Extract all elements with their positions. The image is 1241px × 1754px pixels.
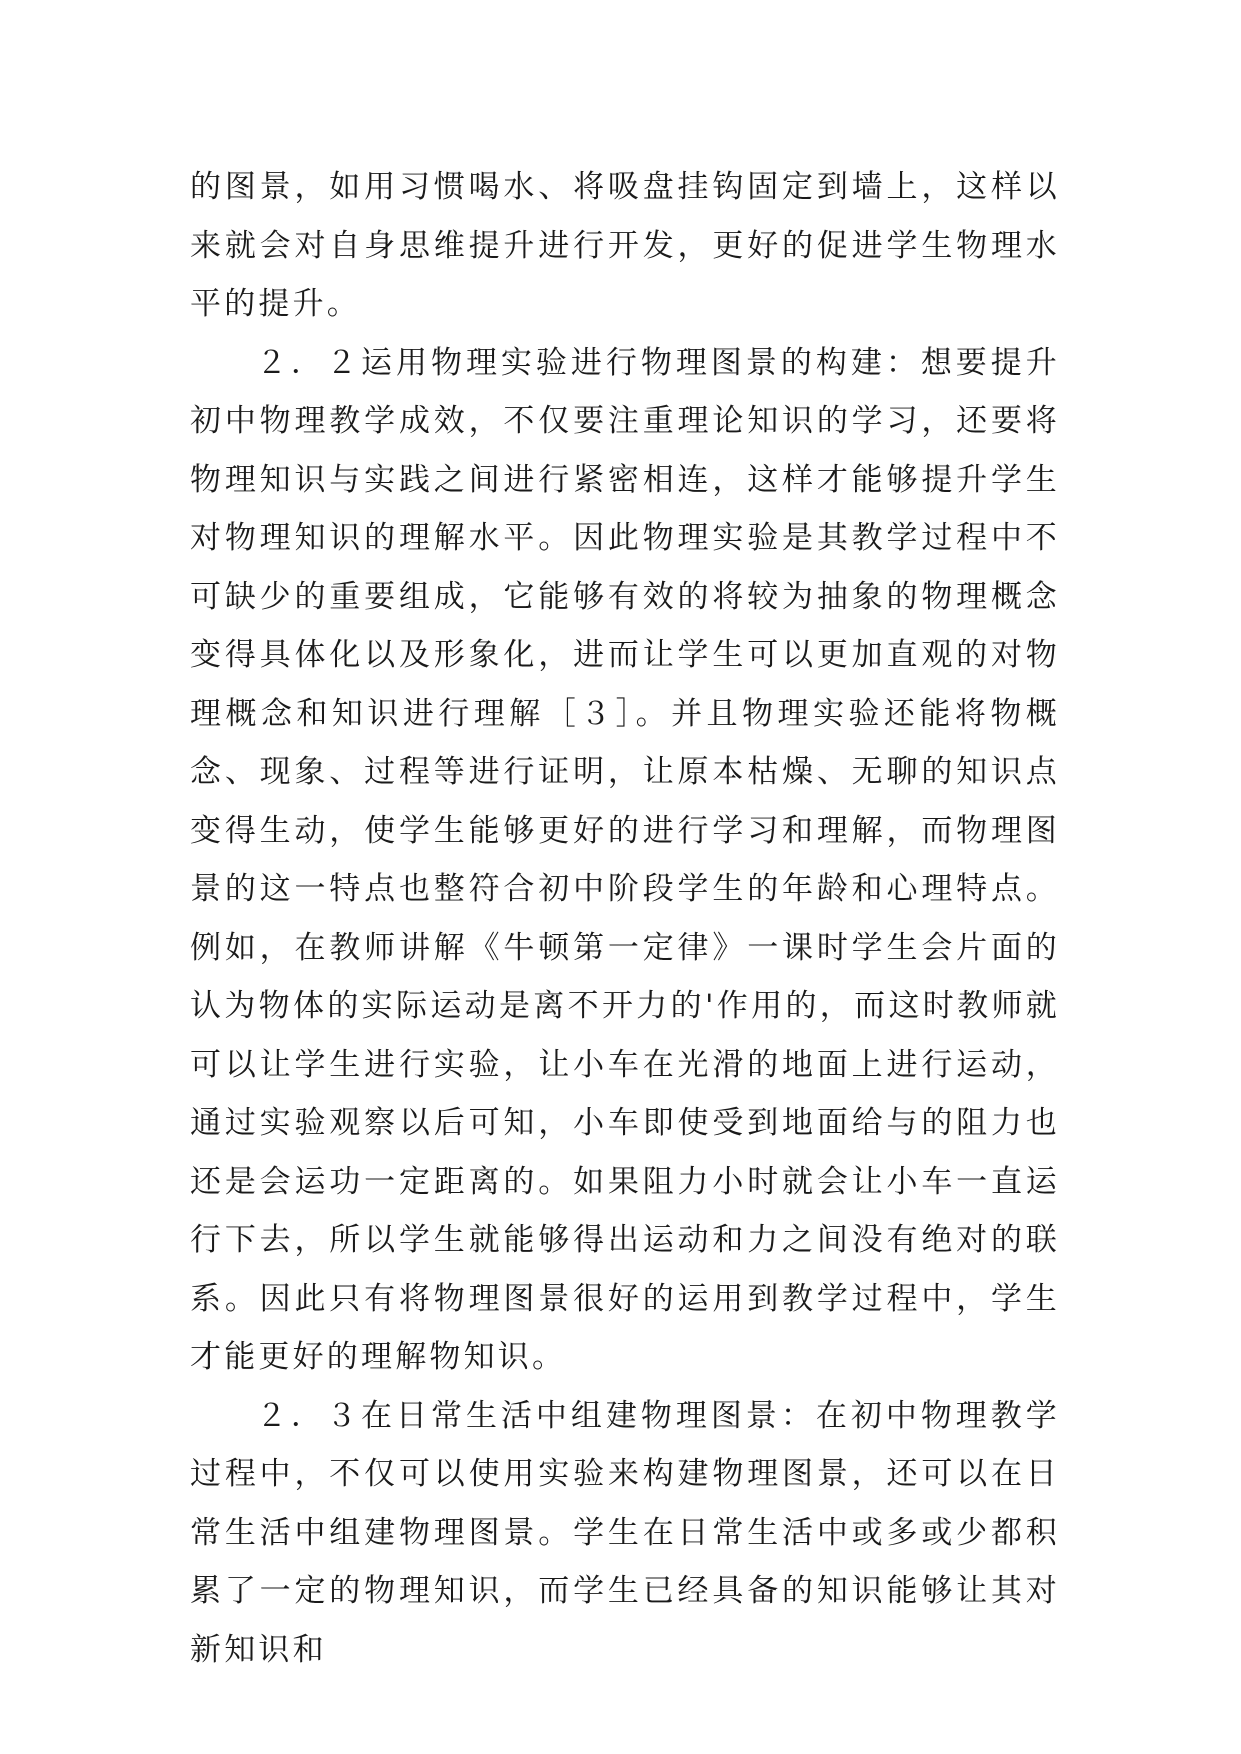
paragraph-continued: 的图景，如用习惯喝水、将吸盘挂钩固定到墙上，这样以来就会对自身思维提升进行开发，更好的促进学生物理水平的提升。 xyxy=(190,169,1060,322)
paragraph-section-2-3: ２．３在日常生活中组建物理图景：在初中物理教学过程中，不仅可以使用实验来构建物理图景，还可以在日常生活中组建物理图景。学生在日常生活中或多或少都积累了一定的物理知识，而学生已经具备的知识能够让其对新知识和 xyxy=(190,1397,1060,1668)
body-text xyxy=(190,158,1060,1679)
paragraph-section-2-2: ２．２运用物理实验进行物理图景的构建：想要提升初中物理教学成效，不仅要注重理论知识的学习，还要将物理知识与实践之间进行紧密相连，这样才能够提升学生对物理知识的理解水平。因此物理实验是其教学过程中不可缺少的重要组成，它能够有效的将较为抽象的物理概念变得具体化以及形象化，进而让学生可以更加直观的对物理概念和知识进行理解［３］。并且物理实验还能将物概念、现象、过程等进行证明，让原本枯燥、无聊的知识点变得生动，使学生能够更好的进行学习和理解，而物理图景的这一特点也整符合初中阶段学生的年龄和心理特点。例如，在教师讲解《牛顿第一定律》一课时学生会片面的认为物体的实际运动是离不开力的'作用的，而这时教师就可以让学生进行实验，让小车在光滑的地面上进行运动，通过实验观察以后可知，小车即使受到地面给与的阻力也还是会运功一定距离的。如果阻力小时就会让小车一直运行下去，所以学生就能够得出运动和力之间没有绝对的联系。因此只有将物理图景很好的运用到教学过程中，学生才能更好的理解物知识。 xyxy=(190,344,1060,1375)
